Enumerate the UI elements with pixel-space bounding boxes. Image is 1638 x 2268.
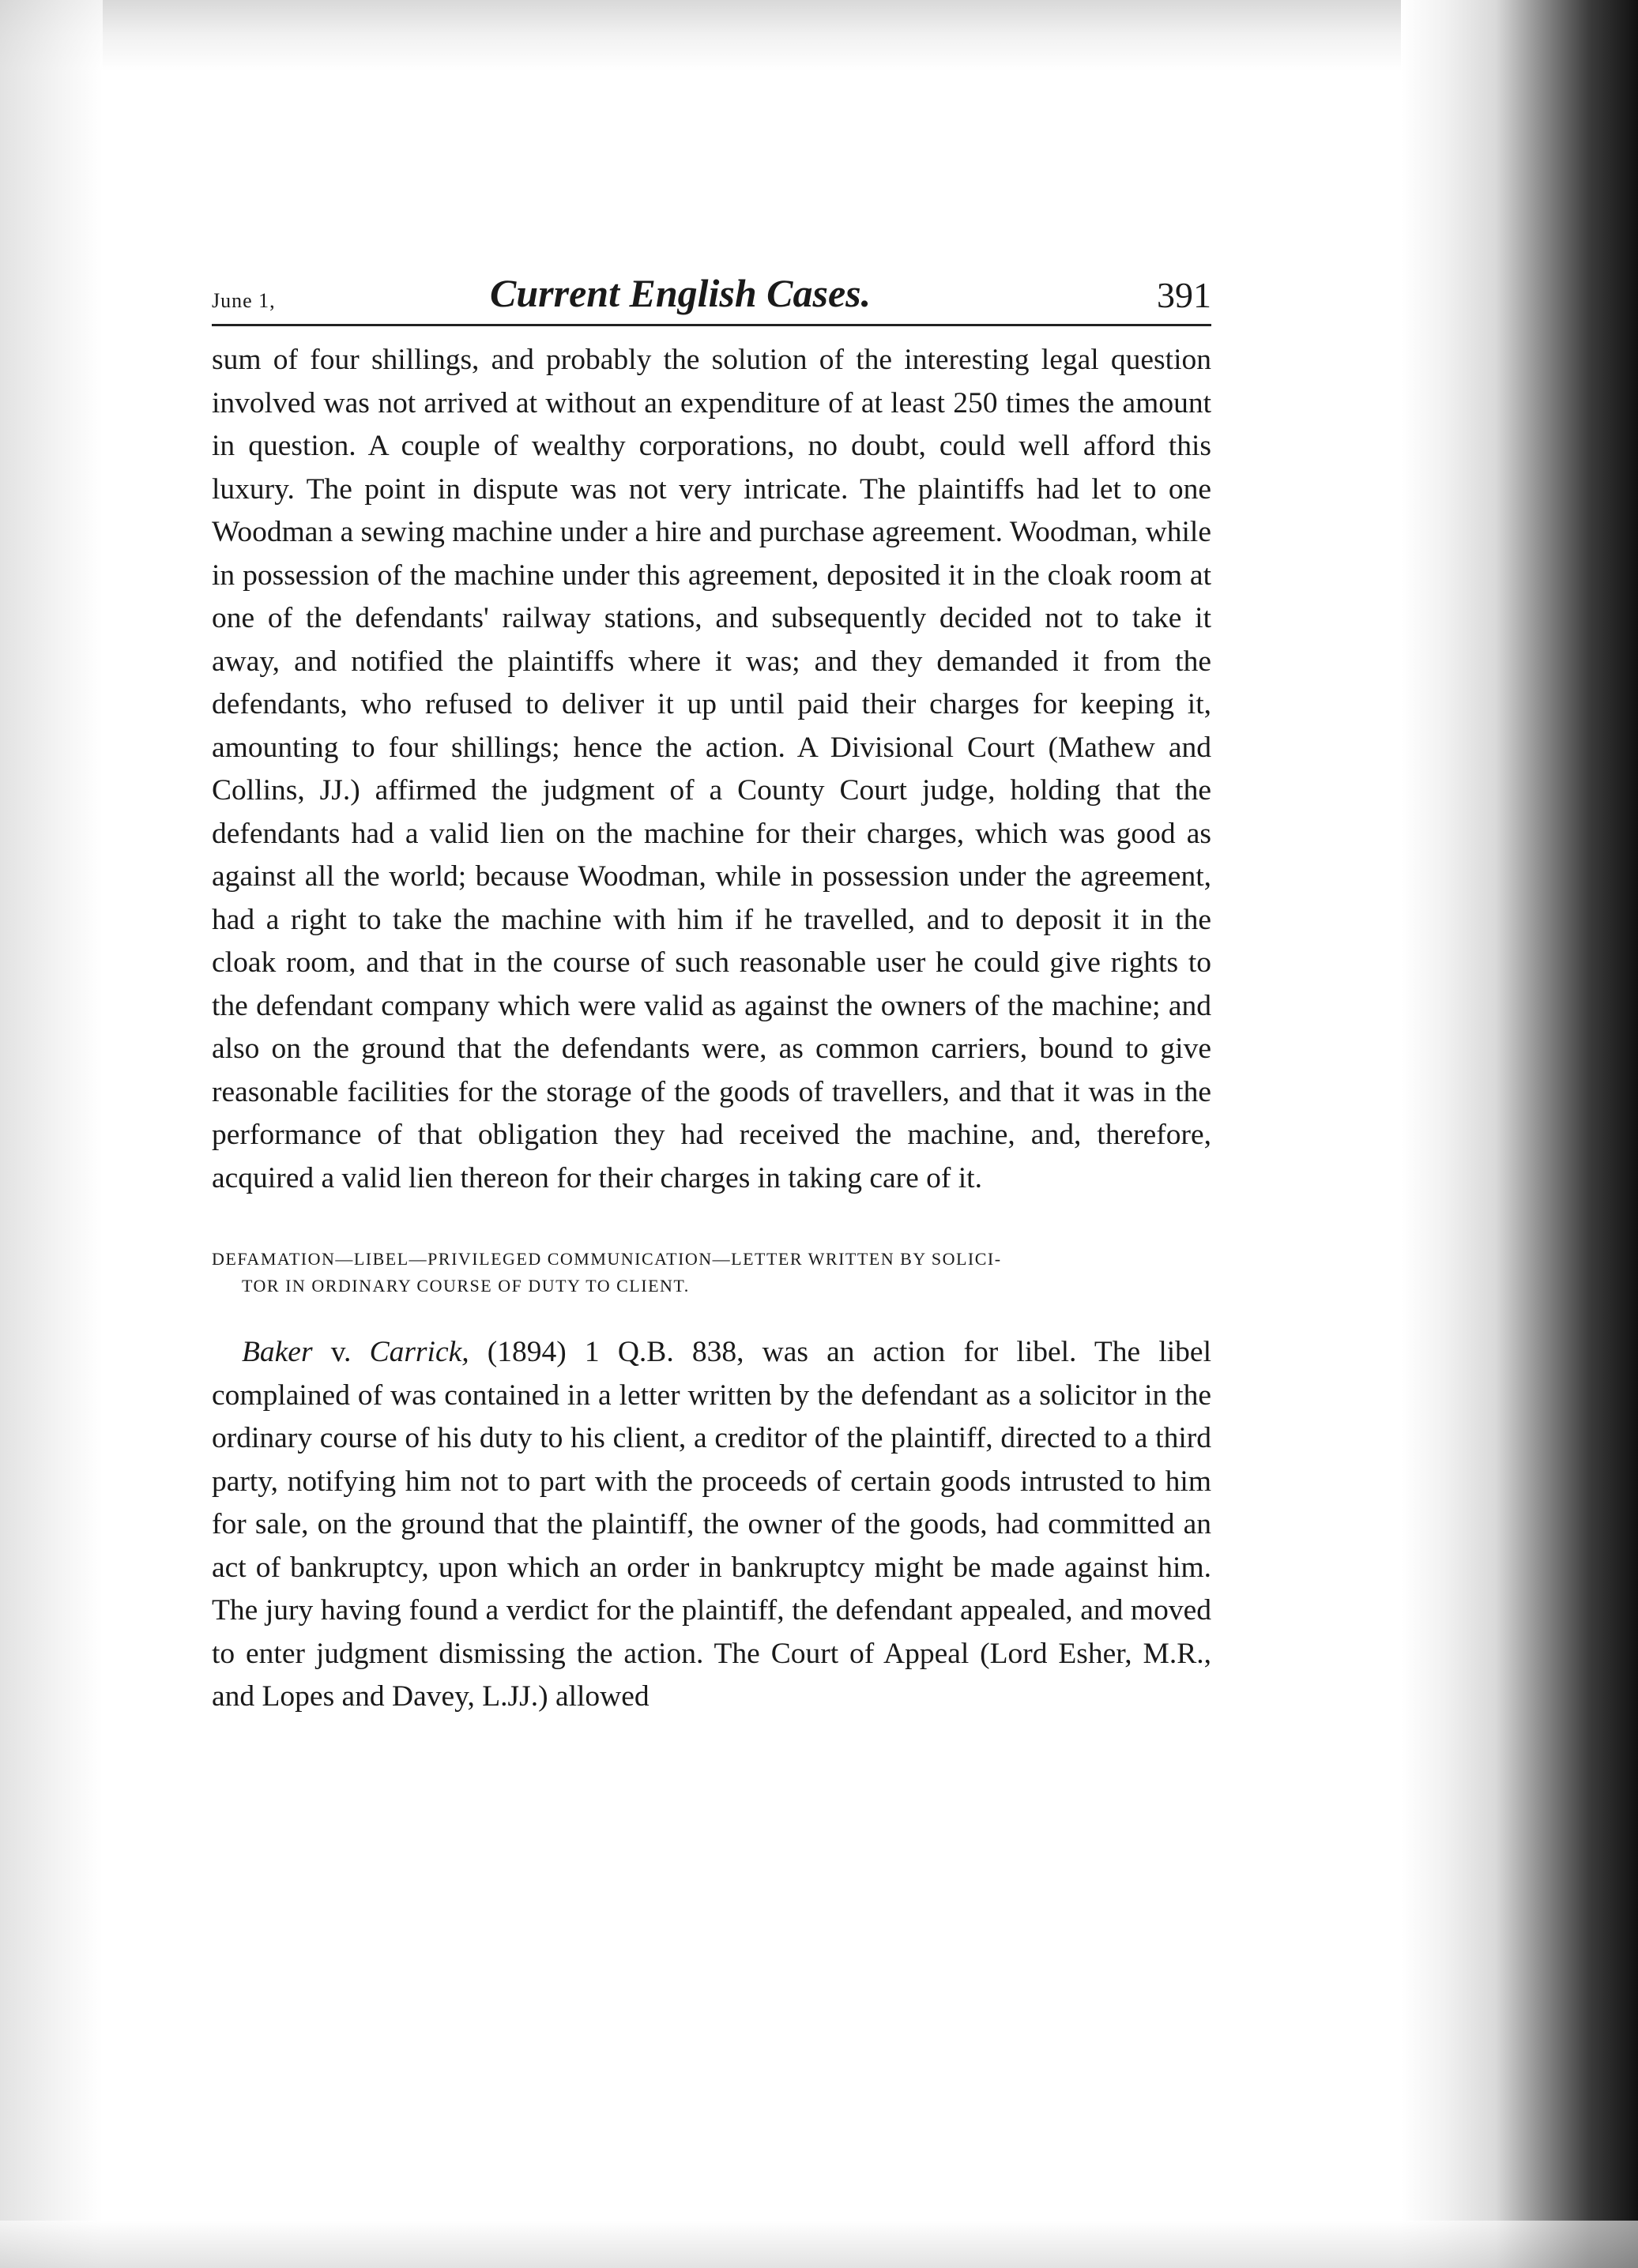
- body-paragraph-1: sum of four shillings, and probably the solution of the interesting legal question involved was not arrived at without an expenditure of at least 250 times the amount in question. A couple of wealthy corporations, no doubt, could well afford this luxury. The point in dispute was not very intricate. The plaintiffs had let to one Woodman a sewing machine under a hire and purchase agreement. Woodman, while in possession of the machine under this agreement, deposited it in the cloak room at one of the defendants' railway stations, and subsequently decided not to take it away, and notified the plaintiffs where it was; and they demanded it from the defendants, who refused to deliver it up until paid their charges for keeping it, amounting to four shillings; hence the action. A Divisional Court (Mathew and Collins, JJ.) affirmed the judgment of a County Court judge, holding that the defendants had a valid lien on the machine for their charges, which was good as against all the world; because Woodman, while in possession under the agreement, had a right to take the machine with him if he travelled, and to deposit it in the cloak room, and that in the course of such reasonable user he could give rights to the defendant company which were valid as against the owners of the machine; and also on the ground that the defendants were, as common carriers, bound to give reasonable facilities for the storage of the goods of travellers, and that it was in the performance of that obligation they had received the machine, and, therefore, acquired a valid lien thereon for their charges in taking care of it.: [212, 344, 1211, 1194]
- section-heading-line-1: DEFAMATION—LIBEL—PRIVILEGED COMMUNICATION—LETTER WRITTEN BY SOLICI-: [212, 1249, 1002, 1269]
- page-number: 391: [1157, 275, 1211, 315]
- header-date: June 1,: [212, 289, 276, 312]
- scan-shadow-left: [0, 0, 103, 2268]
- case-name-plaintiff: Baker: [242, 1336, 313, 1368]
- case-versus: v.: [312, 1336, 370, 1368]
- section-heading: [212, 1246, 1211, 1299]
- section-heading-line-2: TOR IN ORDINARY COURSE OF DUTY TO CLIENT.: [242, 1276, 690, 1296]
- body-paragraph-2: [212, 1331, 1211, 1719]
- scan-shadow-top: [0, 0, 1638, 71]
- header-title: Current English Cases.: [490, 271, 872, 315]
- scan-shadow-bottom: [0, 2221, 1638, 2268]
- document-page: [212, 261, 1211, 1719]
- case-name-defendant: Carrick,: [369, 1336, 469, 1368]
- scan-binding-shadow-right: [1401, 0, 1638, 2268]
- body-paragraph-2-text: (1894) 1 Q.B. 838, was an action for libel. The libel complained of was contained in a letter written by the defendant as a solicitor in the ordinary course of his duty to his client, a creditor of the plaintiff, directed to a third party, notifying him not to part with the proceeds of certain goods intrusted to him for sale, on the ground that the plaintiff, the owner of the goods, had committed an act of bankruptcy, upon which an order in bankruptcy might be made against him. The jury having found a verdict for the plaintiff, the defendant appealed, and moved to enter judgment dismissing the action. The Court of Appeal (Lord Esher, M.R., and Lopes and Davey, L.JJ.) allowed: [212, 1336, 1211, 1713]
- running-header: [212, 261, 1211, 326]
